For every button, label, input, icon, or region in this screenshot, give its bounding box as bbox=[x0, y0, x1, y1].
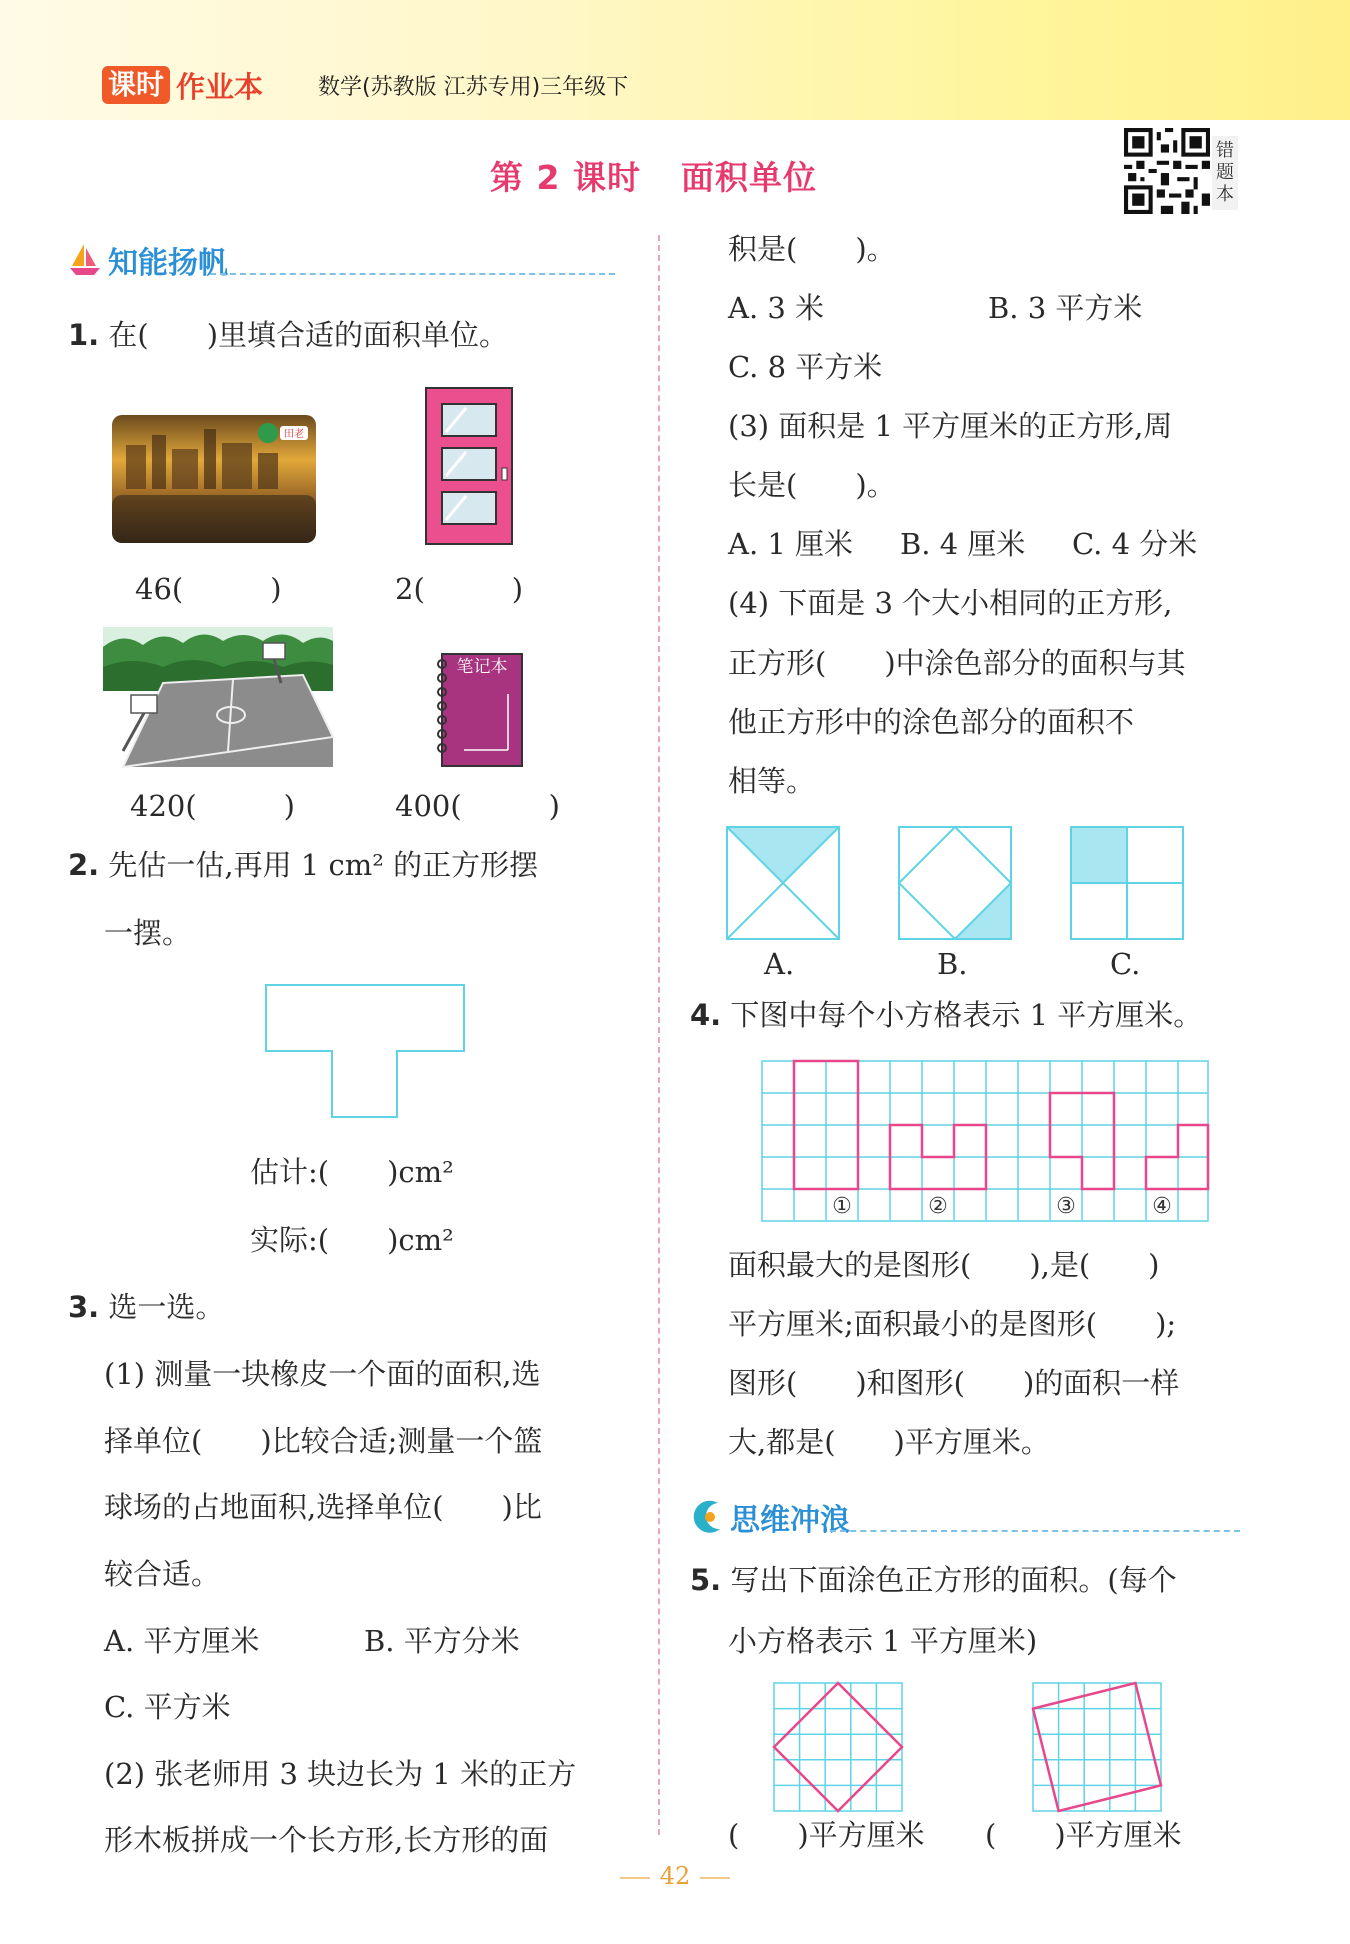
lesson-title bbox=[490, 152, 817, 199]
q3-p4-line-4: 相等。 bbox=[728, 764, 816, 798]
door-image bbox=[424, 386, 514, 546]
q1-item-4: 400( ) bbox=[395, 789, 560, 823]
q3-p1-option-a: A. 平方厘米 bbox=[104, 1624, 260, 1658]
lesson-number: 第 2 课时 bbox=[490, 158, 641, 197]
notebook-image bbox=[434, 650, 526, 770]
q3-p1-line-4: 较合适。 bbox=[104, 1557, 221, 1591]
q3-p2-option-b: B. 3 平方米 bbox=[988, 291, 1143, 325]
section-basic-rule bbox=[210, 273, 615, 275]
sailboat-icon bbox=[68, 242, 102, 278]
section-basic-heading bbox=[68, 238, 228, 282]
q3-p3-option-c: C. 4 分米 bbox=[1072, 527, 1198, 561]
q5-line-2: 小方格表示 1 平方厘米) bbox=[728, 1624, 1038, 1658]
q3-p2-option-c: C. 8 平方米 bbox=[728, 350, 883, 384]
figure-label-c: C. bbox=[1110, 947, 1141, 981]
wave-icon bbox=[690, 1499, 724, 1535]
q4-text bbox=[690, 998, 1202, 1032]
square-figure-a bbox=[726, 826, 840, 940]
square-figure-b bbox=[898, 826, 1012, 940]
square-figure-c bbox=[1070, 826, 1184, 940]
q3-p4-line-1: (4) 下面是 3 个大小相同的正方形, bbox=[728, 586, 1173, 620]
brand-logo bbox=[102, 66, 263, 104]
brand-box: 课时 bbox=[102, 66, 170, 104]
column-divider bbox=[658, 235, 660, 1835]
q3-p2-option-a: A. 3 米 bbox=[728, 291, 825, 325]
q3-title bbox=[68, 1290, 224, 1324]
q4-line-1: 面积最大的是图形( ),是( ) bbox=[728, 1248, 1160, 1282]
page-number bbox=[600, 1862, 750, 1890]
mistake-book-label: 错题本 bbox=[1212, 136, 1238, 210]
q3-p1-option-b: B. 平方分米 bbox=[364, 1624, 520, 1658]
q3-p1-option-c: C. 平方米 bbox=[104, 1690, 231, 1724]
q3-p1-line-1: (1) 测量一块橡皮一个面的面积,选 bbox=[104, 1357, 541, 1391]
q3-p4-line-2: 正方形( )中涂色部分的面积与其 bbox=[728, 646, 1186, 680]
q3-p3-option-a: A. 1 厘米 bbox=[728, 527, 854, 561]
book-subject: 数学(苏教版 江苏专用)三年级下 bbox=[318, 75, 629, 100]
notebook-label: 笔记本 bbox=[456, 657, 508, 677]
section-thinking-rule bbox=[830, 1530, 1240, 1532]
lesson-topic: 面积单位 bbox=[680, 158, 817, 197]
section-thinking-title: 思维冲浪 bbox=[730, 1503, 850, 1538]
q3-number: 3. bbox=[68, 1290, 100, 1324]
q1-number: 1. bbox=[68, 318, 100, 352]
basketball-court-image bbox=[103, 627, 333, 767]
card-logo-text: 田老 bbox=[284, 429, 304, 440]
q1-prompt: 在( )里填合适的面积单位。 bbox=[108, 318, 509, 352]
shape-label-4: ④ bbox=[1152, 1194, 1172, 1219]
q3-prompt: 选一选。 bbox=[108, 1290, 225, 1324]
shape-label-3: ③ bbox=[1056, 1194, 1076, 1219]
q1-item-3: 420( ) bbox=[130, 789, 295, 823]
q4-number: 4. bbox=[690, 998, 722, 1032]
q4-prompt: 下图中每个小方格表示 1 平方厘米。 bbox=[730, 998, 1203, 1032]
q3-p1-line-3: 球场的占地面积,选择单位( )比 bbox=[104, 1490, 542, 1524]
q3-p2-line-1: (2) 张老师用 3 块边长为 1 米的正方 bbox=[104, 1757, 577, 1791]
q2-number: 2. bbox=[68, 848, 100, 882]
q5-prompt: 写出下面涂色正方形的面积。(每个 bbox=[730, 1563, 1177, 1597]
figure-label-a: A. bbox=[764, 947, 795, 981]
figure-label-b: B. bbox=[937, 947, 968, 981]
section-basic-title: 知能扬帆 bbox=[108, 246, 228, 281]
q1-item-1: 46( ) bbox=[135, 572, 282, 606]
q5-answer-2: ( )平方厘米 bbox=[985, 1818, 1182, 1852]
q4-grid-figure bbox=[761, 1060, 1209, 1222]
q2-line-1 bbox=[68, 848, 538, 882]
q5-answer-1: ( )平方厘米 bbox=[728, 1818, 925, 1852]
q3-p2-line-2: 形木板拼成一个长方形,长方形的面 bbox=[104, 1823, 549, 1857]
q2-estimate: 估计:( )cm² bbox=[250, 1155, 454, 1189]
q2-line-2: 一摆。 bbox=[104, 916, 192, 950]
q5-grid-figure-2 bbox=[1032, 1682, 1162, 1812]
q3-p4-line-3: 他正方形中的涂色部分的面积不 bbox=[728, 705, 1135, 739]
section-thinking-heading bbox=[690, 1495, 850, 1539]
qr-code-icon[interactable] bbox=[1124, 128, 1210, 214]
brand-text: 作业本 bbox=[176, 69, 264, 104]
shape-label-1: ① bbox=[832, 1194, 852, 1219]
q3-p2-line-3: 积是( )。 bbox=[728, 232, 896, 266]
q5-line-1 bbox=[690, 1563, 1177, 1597]
q4-line-4: 大,都是( )平方厘米。 bbox=[728, 1425, 1050, 1459]
q5-grid-figure-1 bbox=[773, 1682, 903, 1812]
t-shape-figure bbox=[265, 984, 465, 1118]
q3-p3-line-1: (3) 面积是 1 平方厘米的正方形,周 bbox=[728, 409, 1173, 443]
q2-actual: 实际:( )cm² bbox=[250, 1223, 454, 1257]
q4-line-3: 图形( )和图形( )的面积一样 bbox=[728, 1366, 1180, 1400]
q3-p3-option-b: B. 4 厘米 bbox=[900, 527, 1026, 561]
q1-item-2: 2( ) bbox=[395, 572, 524, 606]
q1-text bbox=[68, 318, 508, 352]
q4-line-2: 平方厘米;面积最小的是图形( ); bbox=[728, 1307, 1177, 1341]
q5-number: 5. bbox=[690, 1563, 722, 1597]
page-number-value: 42 bbox=[659, 1862, 691, 1890]
q2-prompt: 先估一估,再用 1 cm² 的正方形摆 bbox=[108, 848, 539, 882]
q3-p1-line-2: 择单位( )比较合适;测量一个篮 bbox=[104, 1424, 543, 1458]
q3-p3-line-2: 长是( )。 bbox=[728, 468, 896, 502]
bank-card-image bbox=[112, 415, 316, 543]
shape-label-2: ② bbox=[928, 1194, 948, 1219]
